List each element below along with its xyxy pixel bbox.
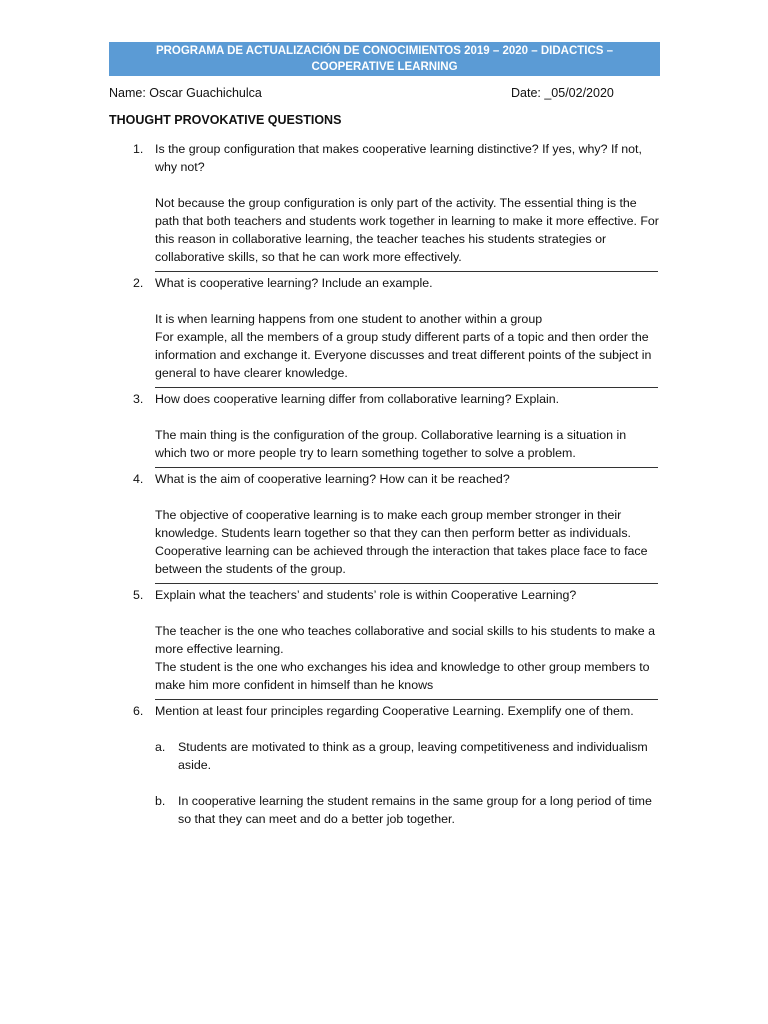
- answer-paragraph: The objective of cooperative learning is to make each group member stronger in their knowledge. Students learn together so that they can then perform better as individuals. Cooperative learning can be achieved through the interaction that takes place face to face between the students of the group.: [155, 508, 648, 576]
- header-title-line-2: COOPERATIVE LEARNING: [311, 61, 458, 73]
- question-number: 3.: [133, 392, 144, 406]
- answer-paragraph: The main thing is the configuration of the group. Collaborative learning is a situation in which two or more people try to learn something together to solve a problem.: [155, 428, 627, 460]
- question-item: [109, 470, 660, 584]
- question-text: How does cooperative learning differ from collaborative learning? Explain.: [155, 392, 560, 406]
- answer-text: [155, 310, 660, 382]
- question-text: What is cooperative learning? Include an example.: [155, 276, 433, 290]
- section-title: THOUGHT PROVOKATIVE QUESTIONS: [109, 113, 342, 127]
- answer-divider-line: [155, 467, 658, 468]
- principle-text: Students are motivated to think as a group, leaving competitiveness and individualism aside.: [178, 740, 648, 772]
- answer-divider-line: [155, 699, 658, 700]
- question-item: [109, 586, 660, 700]
- header-banner: [109, 42, 660, 76]
- answer-paragraph: The teacher is the one who teaches collaborative and social skills to his students to make a more effective learning.: [155, 624, 656, 656]
- answer-text: [155, 426, 660, 462]
- answer-paragraph: The student is the one who exchanges his idea and knowledge to other group members to make him more confident in himself than he knows: [155, 660, 650, 692]
- questions-list: [109, 140, 660, 846]
- question-item: [109, 390, 660, 468]
- answer-paragraph: Not because the group configuration is only part of the activity. The essential thing is the path that both teachers and students work together in learning to make it more effective. For this reason in collaborative learning, the teacher teaches his students strategies or collaborative skills, so that he can work more effectively.: [155, 196, 659, 264]
- info-row: [109, 86, 660, 104]
- question-number: 6.: [133, 704, 144, 718]
- principle-text: In cooperative learning the student remains in the same group for a long period of time so that they can meet and do a better job together.: [178, 794, 652, 826]
- principle-item: [155, 738, 660, 774]
- header-title-line-1: PROGRAMA DE ACTUALIZACIÓN DE CONOCIMIENTOS 2019 – 2020 – DIDACTICS –: [155, 45, 614, 57]
- question-number: 2.: [133, 276, 144, 290]
- answer-text: [155, 622, 660, 694]
- question-item: [109, 274, 660, 388]
- question-text: Explain what the teachers’ and students’ role is within Cooperative Learning?: [155, 588, 577, 602]
- question-text: Mention at least four principles regarding Cooperative Learning. Exemplify one of them.: [155, 704, 634, 718]
- answer-text: [155, 194, 660, 266]
- question-number: 5.: [133, 588, 144, 602]
- answer-divider-line: [155, 387, 658, 388]
- student-name: Name: Oscar Guachichulca: [109, 86, 262, 100]
- question-text: Is the group configuration that makes cooperative learning distinctive? If yes, why? If not, why not?: [155, 142, 642, 174]
- answer-paragraph: For example, all the members of a group study different parts of a topic and then order the information and exchange it. Everyone discusses and treat different points of the subject in general to have clearer knowledge.: [155, 330, 652, 380]
- question-number: 4.: [133, 472, 144, 486]
- question-text: What is the aim of cooperative learning? How can it be reached?: [155, 472, 510, 486]
- answer-text: [155, 506, 660, 578]
- answer-paragraph: It is when learning happens from one student to another within a group: [155, 312, 543, 326]
- answer-divider-line: [155, 583, 658, 584]
- principle-letter: b.: [155, 794, 166, 808]
- principle-letter: a.: [155, 740, 166, 754]
- question-item: [109, 702, 660, 828]
- answer-divider-line: [155, 271, 658, 272]
- question-number: 1.: [133, 142, 144, 156]
- principle-item: [155, 792, 660, 828]
- principles-list: [155, 738, 660, 828]
- document-date: Date: _05/02/2020: [511, 86, 614, 100]
- question-item: [109, 140, 660, 272]
